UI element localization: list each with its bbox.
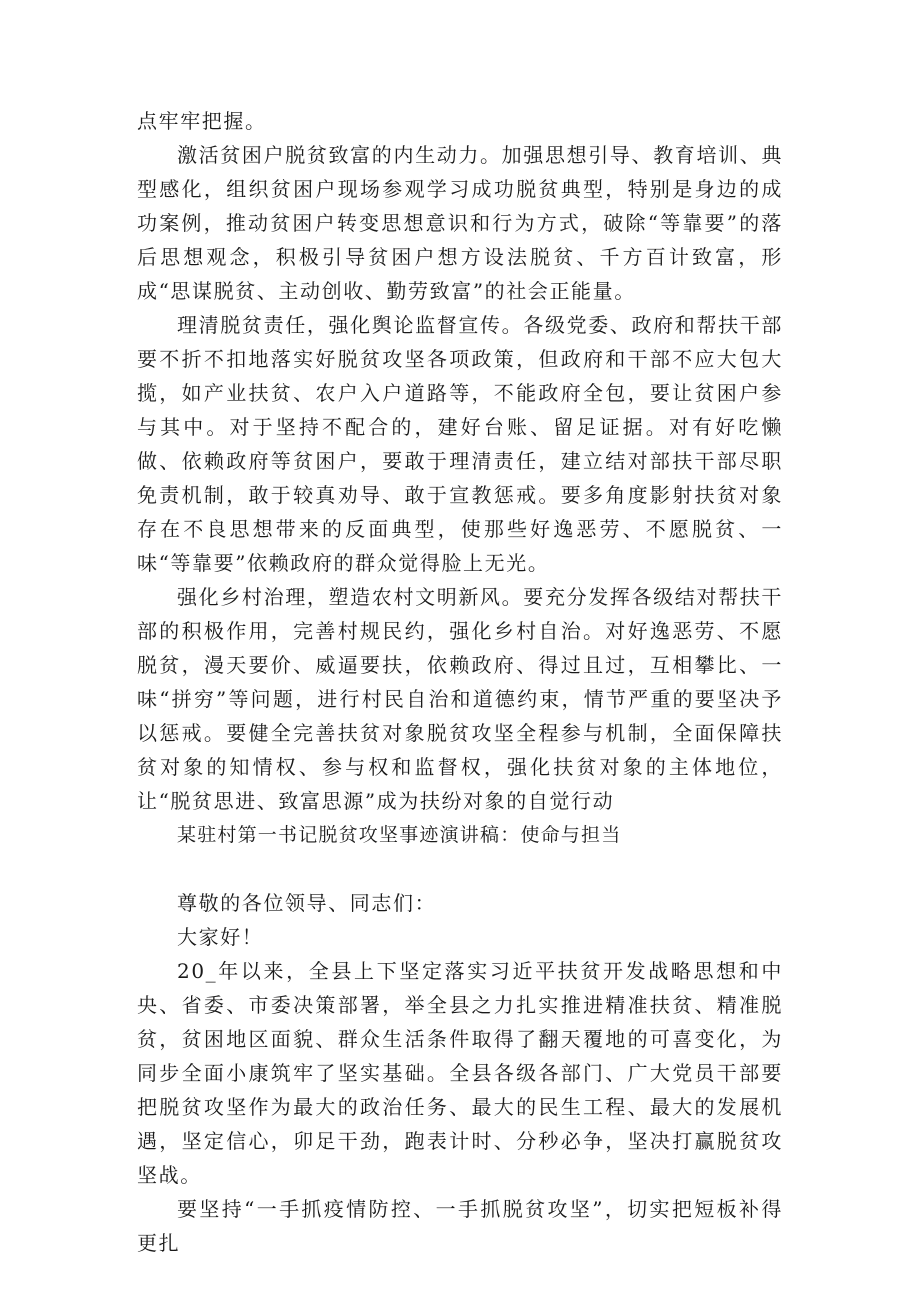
paragraph-county-progress: 20_年以来，全县上下坚定落实习近平扶贫开发战略思想和中央、省委、市委决策部署，举全县之力扎实推进精准扶贫、精准脱贫，贫困地区面貌、群众生活条件取得了翻天覆地的可喜变化，为同步全面小康筑牢了坚实基础。全县各级各部门、广大党员干部要把脱贫攻坚作为最大的政治任务、最大的民生工程、最大的发展机遇，坚定信心，卯足干劲，跑表计时、分秒必争，坚决打赢脱贫攻坚战。: [137, 959, 783, 1187]
salutation: 尊敬的各位领导、同志们：: [177, 891, 437, 915]
paragraph-responsibility: 理清脱贫责任，强化舆论监督宣传。各级党委、政府和帮扶干部要不折不扣地落实好脱贫攻坚各项政策，但政府和干部不应大包大揽，如产业扶贫、农户入户道路等，不能政府全包，要让贫困户参与其中。对于坚持不配合的，建好台账、留足证据。对有好吃懒做、依赖政府等贫困户，要敢于理清责任，建立结对部扶干部尽职免责机制，敢于较真劝导、敢于宣教惩戒。要多角度影射扶贫对象存在不良思想带来的反面典型，使那些好逸恶劳、不愿脱贫、一味“等靠要”依赖政府的群众觉得脸上无光。: [137, 313, 783, 575]
speech-title: 某驻村第一书记脱贫攻坚事迹演讲稿：使命与担当: [177, 824, 622, 846]
document-body: [137, 104, 783, 1260]
paragraph-rural-governance: 强化乡村治理，塑造农村文明新风。要充分发挥各级结对帮扶干部的积极作用，完善村规民约，强化乡村自治。对好逸恶劳、不愿脱贫，漫天要价、威逼要扶，依赖政府、得过且过，互相攀比、一味“拼穷”等问题，进行村民自治和道德约束，情节严重的要坚决予以惩戒。要健全完善扶贫对象脱贫攻坚全程参与机制，全面保障扶贫对象的知情权、参与权和监督权，强化扶贫对象的主体地位，让“脱贫思进、致富思源”成为扶纷对象的自觉行动: [137, 585, 783, 813]
paragraph-inner-motivation: 激活贫困户脱贫致富的内生动力。加强思想引导、教育培训、典型感化，组织贫困户现场参观学习成功脱贫典型，特别是身边的成功案例，推动贫困户转变思想意识和行为方式，破除“等靠要”的落后思想观念，积极引导贫困户想方设法脱贫、千方百计致富，形成“思谋脱贫、主动创收、勤劳致富”的社会正能量。: [137, 143, 783, 303]
paragraph-continuation: 点牢牢把握。: [137, 109, 267, 133]
paragraph-epidemic-and-poverty: 要坚持“一手抓疫情防控、一手抓脱贫攻坚”，切实把短板补得更扎: [137, 1197, 783, 1255]
greeting: 大家好！: [177, 925, 264, 949]
blank-line: [137, 852, 783, 886]
